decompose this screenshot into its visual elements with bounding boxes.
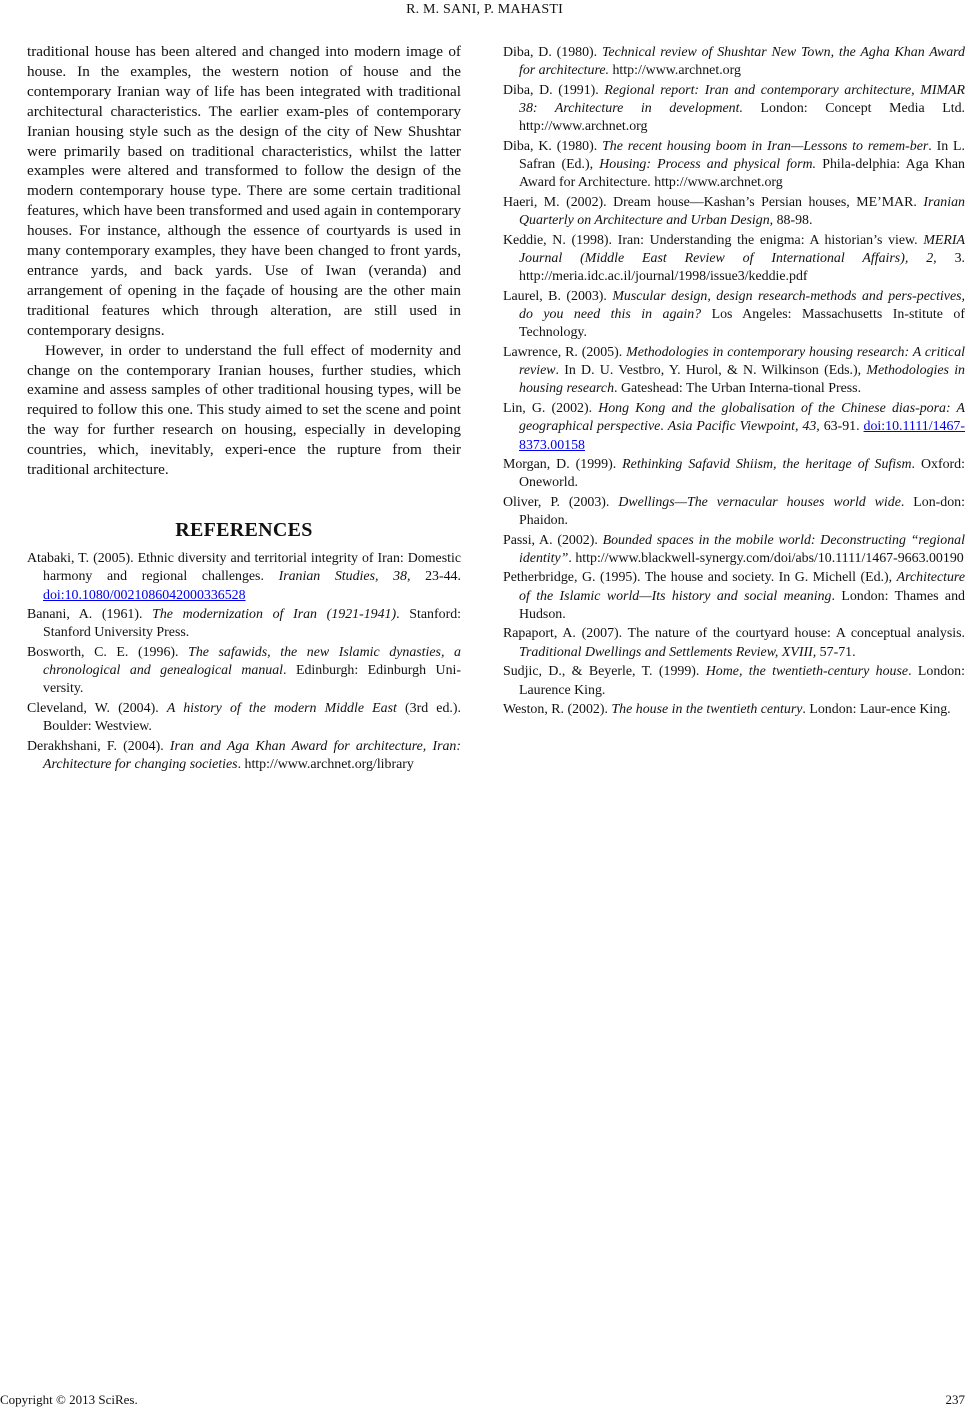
reference-text: Phila-delphia: Aga Khan Award for Architecture. http://www.archnet.org bbox=[519, 157, 965, 191]
reference-title: Hong Kong and the globalisation of the Chinese dias-pora: A geographical perspective bbox=[519, 400, 965, 435]
reference-title: Technical review of Shushtar New Town, the Agha Khan Award for architecture. bbox=[519, 45, 965, 79]
reference-entry bbox=[503, 138, 965, 193]
reference-title: Traditional Dwellings and Settlements Review, XVIII, bbox=[519, 644, 817, 660]
reference-title: Iran and Aga Khan Award for architecture, Iran: Architecture for changing societies bbox=[43, 738, 462, 772]
reference-text: Rapaport, A. (2007). The nature of the courtyard house: A conceptual analysis. bbox=[503, 626, 965, 642]
reference-title: The house in the twentieth century bbox=[611, 702, 803, 718]
reference-text: . bbox=[660, 419, 668, 435]
reference-text: Los Angeles: Massachusetts In-stitute of Technology. bbox=[519, 307, 965, 341]
reference-title: The modernization of Iran (1921-1941) bbox=[152, 607, 397, 623]
reference-text: Derakhshani, F. (2004). bbox=[27, 738, 170, 754]
reference-text: . Oxford: Oneworld. bbox=[519, 457, 965, 491]
reference-text: Keddie, N. (1998). Iran: Understanding the enigma: A historian’s view. bbox=[503, 232, 924, 248]
reference-text: Petherbridge, G. (1995). The house and society. In G. Michell (Ed.), bbox=[503, 570, 897, 586]
reference-text: Lin, G. (2002). bbox=[503, 400, 599, 416]
reference-title: Home, the twentieth-century house bbox=[705, 664, 909, 680]
reference-entry bbox=[503, 663, 965, 700]
reference-text: London: Concept Media Ltd. http://www.archnet.org bbox=[519, 101, 965, 135]
right-column bbox=[503, 44, 965, 721]
reference-text: Morgan, D. (1999). bbox=[503, 457, 623, 473]
reference-text: Bosworth, C. E. (1996). bbox=[27, 644, 189, 660]
reference-text: . Lon-don: Phaidon. bbox=[519, 494, 965, 529]
reference-entry bbox=[503, 625, 965, 662]
reference-text: (3rd ed.). Boulder: Westview. bbox=[43, 700, 461, 735]
reference-text: Lawrence, R. (2005). bbox=[503, 344, 627, 360]
reference-list-right bbox=[503, 44, 965, 719]
reference-entry bbox=[27, 644, 461, 699]
reference-text: Haeri, M. (2002). Dream house—Kashan’s Persian houses, ME’MAR. bbox=[503, 194, 924, 210]
reference-entry bbox=[27, 700, 461, 737]
doi-link[interactable]: doi:10.1111/1467-8373.00158 bbox=[519, 419, 966, 453]
reference-entry bbox=[503, 288, 965, 343]
reference-title: Rethinking Safavid Shiism, the heritage of Sufism bbox=[622, 457, 912, 473]
reference-title: Muscular design, design research-methods and pers-pectives, do you need this in again? bbox=[519, 288, 965, 323]
reference-text: Weston, R. (2002). bbox=[503, 702, 612, 718]
reference-text: Banani, A. (1961). bbox=[27, 607, 153, 623]
reference-title: Bounded spaces in the mobile world: Deconstructing “regional identity” bbox=[519, 532, 965, 566]
reference-title: The safawids, the new Islamic dynasties, a chronological and genealogical manual bbox=[43, 644, 461, 679]
reference-text: . Gateshead: The Urban Interna-tional Press. bbox=[614, 381, 862, 397]
reference-entry bbox=[503, 456, 965, 493]
reference-text: 57-71. bbox=[816, 644, 856, 660]
reference-title: A history of the modern Middle East bbox=[166, 700, 397, 716]
reference-text: 63-91. bbox=[819, 419, 864, 435]
reference-entry bbox=[27, 550, 461, 605]
copyright-notice: Copyright © 2013 SciRes. bbox=[0, 1392, 138, 1407]
reference-title: Architecture of the Islamic world—Its history and social meaning bbox=[519, 570, 965, 604]
reference-text: . London: Laurence King. bbox=[519, 664, 965, 698]
reference-text: . Stanford: Stanford University Press. bbox=[43, 607, 461, 641]
reference-title: Asia Pacific Viewpoint, 43, bbox=[667, 419, 820, 435]
reference-text: http://www.archnet.org bbox=[609, 63, 741, 79]
reference-text: Passi, A. (2002). bbox=[503, 532, 603, 548]
reference-text: . http://www.archnet.org/library bbox=[237, 756, 414, 772]
reference-text: Diba, K. (1980). bbox=[503, 138, 603, 154]
reference-entry bbox=[503, 194, 965, 231]
reference-text: Cleveland, W. (2004). bbox=[27, 700, 167, 716]
reference-title: Regional report: Iran and contemporary architecture, MIMAR 38: Architecture in development. bbox=[519, 82, 966, 117]
reference-text: . In D. U. Vestbro, Y. Hurol, & N. Wilkinson (Eds.), bbox=[555, 363, 867, 379]
reference-entry bbox=[27, 738, 461, 775]
reference-entry bbox=[27, 606, 461, 643]
reference-entry bbox=[503, 494, 965, 531]
left-column bbox=[27, 42, 461, 775]
reference-entry bbox=[503, 701, 965, 719]
reference-text: Atabaki, T. (2005). Ethnic diversity and territorial integrity of Iran: Domestic harmony and regional challenges. bbox=[27, 550, 461, 585]
reference-entry bbox=[503, 82, 965, 137]
references-heading: REFERENCES bbox=[175, 518, 313, 541]
reference-title: Housing: Process and physical form. bbox=[599, 157, 817, 173]
reference-text: . London: Thames and Hudson. bbox=[519, 588, 965, 622]
reference-entry bbox=[503, 400, 965, 455]
body-paragraph: However, in order to understand the full effect of modernity and change on the contemporary Iranian houses, further studies, which examine and assess samples of other traditional housing types, will be required to follow this one. This study aimed to set the scene and point the way for further research on housing, especially in developing countries, which, inevitably, experi-ence the rupture from their traditional architecture. bbox=[27, 341, 461, 479]
reference-entry bbox=[503, 44, 965, 81]
body-text bbox=[27, 42, 461, 480]
reference-title: Dwellings—The vernacular houses world wide bbox=[618, 494, 901, 510]
reference-text: 3. http://meria.idc.ac.il/journal/1998/issue3/keddie.pdf bbox=[519, 251, 965, 285]
reference-title: MERIA Journal (Middle East Review of International Affairs), 2, bbox=[519, 232, 965, 267]
reference-entry bbox=[503, 532, 965, 569]
running-head: R. M. SANI, P. MAHASTI bbox=[406, 2, 563, 17]
reference-text: Diba, D. (1991). bbox=[503, 82, 605, 98]
reference-text: 88-98. bbox=[773, 213, 813, 229]
reference-text: Oliver, P. (2003). bbox=[503, 494, 619, 510]
reference-text: . In L. Safran (Ed.), bbox=[519, 138, 966, 173]
reference-title: Iranian Studies, 38, bbox=[278, 569, 411, 585]
reference-entry bbox=[503, 569, 965, 624]
reference-entry bbox=[503, 344, 965, 399]
reference-title: Methodologies in housing research bbox=[519, 363, 965, 397]
reference-title: Iranian Quarterly on Architecture and Urban Design, bbox=[519, 194, 965, 229]
page-number: 237 bbox=[945, 1392, 965, 1407]
reference-text: 23-44. bbox=[410, 569, 461, 585]
body-paragraph: traditional house has been altered and changed into modern image of house. In the examples, the western notion of house and the contemporary Iranian way of life has been integrated with traditional architectural characteristics. The earlier exam-ples of contemporary Iranian housing style such as the design of the city of New Shushtar were primarily based on traditional characteristics, whilst the latter examples were altered and transformed to follow the design of the modern contemporary house type. There are some certain traditional features, which have been transformed and used again in contemporary houses. For instance, although the essence of courtyards is used in many contemporary examples, they have been changed to front yards, entrance yards, and back yards. Use of Iwan (veranda) and arrangement of opening in the façade of housing are the other main traditional features which through alteration, are still used in contemporary designs. bbox=[27, 43, 461, 339]
reference-text: . http://www.blackwell-synergy.com/doi/abs/10.1111/1467-9663.00190 bbox=[568, 550, 964, 566]
reference-list-left bbox=[27, 550, 461, 774]
reference-text: . London: Laur-ence King. bbox=[802, 702, 951, 718]
reference-entry bbox=[503, 232, 965, 287]
reference-text: Sudjic, D., & Beyerle, T. (1999). bbox=[503, 664, 706, 680]
reference-text: . Edinburgh: Edinburgh Uni-versity. bbox=[43, 663, 461, 697]
reference-title: Methodologies in contemporary housing research: A critical review bbox=[519, 344, 965, 379]
doi-link[interactable]: doi:10.1080/0021086042000336528 bbox=[43, 587, 246, 603]
reference-text: Laurel, B. (2003). bbox=[503, 288, 613, 304]
reference-text: Diba, D. (1980). bbox=[503, 45, 602, 60]
reference-title: The recent housing boom in Iran—Lessons to remem-ber bbox=[602, 138, 929, 154]
